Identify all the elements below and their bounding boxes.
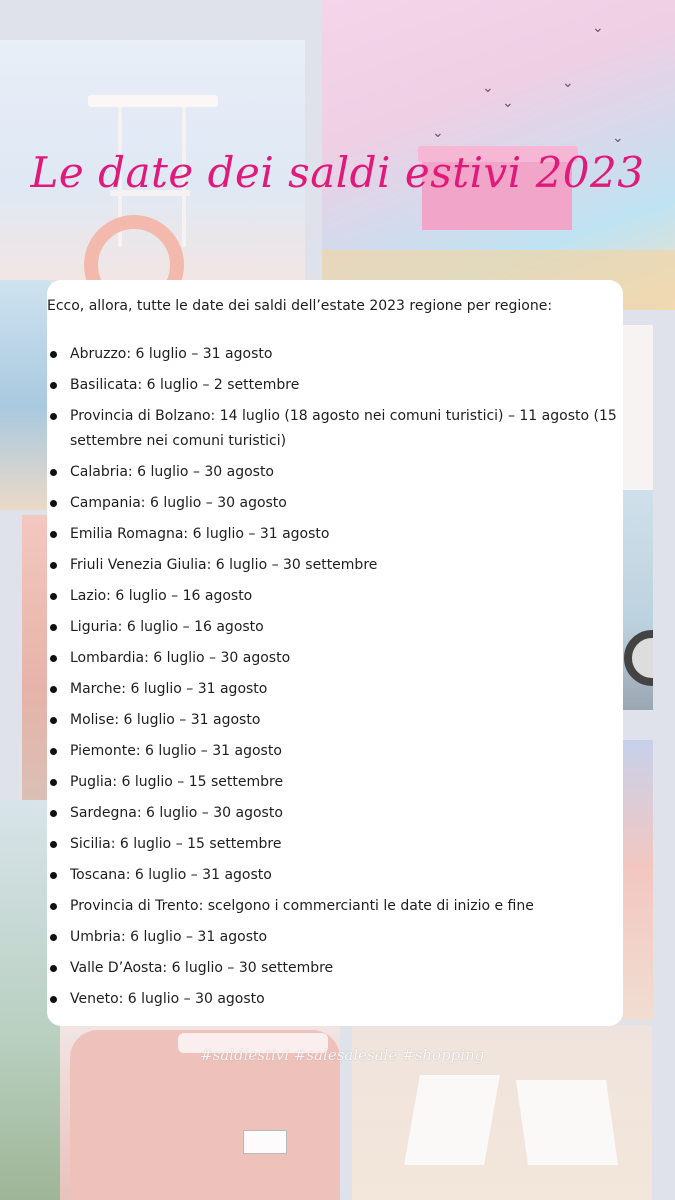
list-item: Marche: 6 luglio – 31 agosto bbox=[47, 677, 617, 702]
list-item: Umbria: 6 luglio – 31 agosto bbox=[47, 925, 617, 950]
list-item: Calabria: 6 luglio – 30 agosto bbox=[47, 460, 617, 485]
list-item: Lombardia: 6 luglio – 30 agosto bbox=[47, 646, 617, 671]
list-item: Provincia di Bolzano: 14 luglio (18 agosto nei comuni turistici) – 11 agosto (15 settembre nei comuni turistici) bbox=[47, 404, 617, 454]
list-item: Emilia Romagna: 6 luglio – 31 agosto bbox=[47, 522, 617, 547]
region-list bbox=[47, 342, 617, 1018]
license-plate bbox=[243, 1130, 287, 1154]
list-item: Puglia: 6 luglio – 15 settembre bbox=[47, 770, 617, 795]
list-item: Piemonte: 6 luglio – 31 agosto bbox=[47, 739, 617, 764]
list-item: Sicilia: 6 luglio – 15 settembre bbox=[47, 832, 617, 857]
intro-text: Ecco, allora, tutte le date dei saldi dell’estate 2023 regione per regione: bbox=[47, 298, 553, 314]
pink-beach-hut-photo: ⌄ ⌄ ⌄ ⌄ ⌄ ⌄ bbox=[322, 0, 675, 310]
list-item: Liguria: 6 luglio – 16 agosto bbox=[47, 615, 617, 640]
hashtag-text: #saldiestivi #salesalesale #shopping bbox=[200, 1046, 485, 1064]
pastel-photo bbox=[622, 740, 653, 1020]
list-item: Friuli Venezia Giulia: 6 luglio – 30 settembre bbox=[47, 553, 617, 578]
list-item: Sardegna: 6 luglio – 30 agosto bbox=[47, 801, 617, 826]
list-item: Molise: 6 luglio – 31 agosto bbox=[47, 708, 617, 733]
white-panel bbox=[622, 325, 653, 495]
content-card bbox=[47, 280, 623, 1026]
list-item: Toscana: 6 luglio – 31 agosto bbox=[47, 863, 617, 888]
page-title: Le date dei saldi estivi 2023 bbox=[30, 148, 645, 197]
list-item: Basilicata: 6 luglio – 2 settembre bbox=[47, 373, 617, 398]
list-item: Provincia di Trento: scelgono i commercianti le date di inizio e fine bbox=[47, 894, 617, 919]
list-item: Campania: 6 luglio – 30 agosto bbox=[47, 491, 617, 516]
vehicle-photo bbox=[622, 490, 653, 710]
list-item: Valle D’Aosta: 6 luglio – 30 settembre bbox=[47, 956, 617, 981]
sea-photo bbox=[0, 280, 50, 510]
list-item: Abruzzo: 6 luglio – 31 agosto bbox=[47, 342, 617, 367]
list-item: Veneto: 6 luglio – 30 agosto bbox=[47, 987, 617, 1012]
list-item: Lazio: 6 luglio – 16 agosto bbox=[47, 584, 617, 609]
